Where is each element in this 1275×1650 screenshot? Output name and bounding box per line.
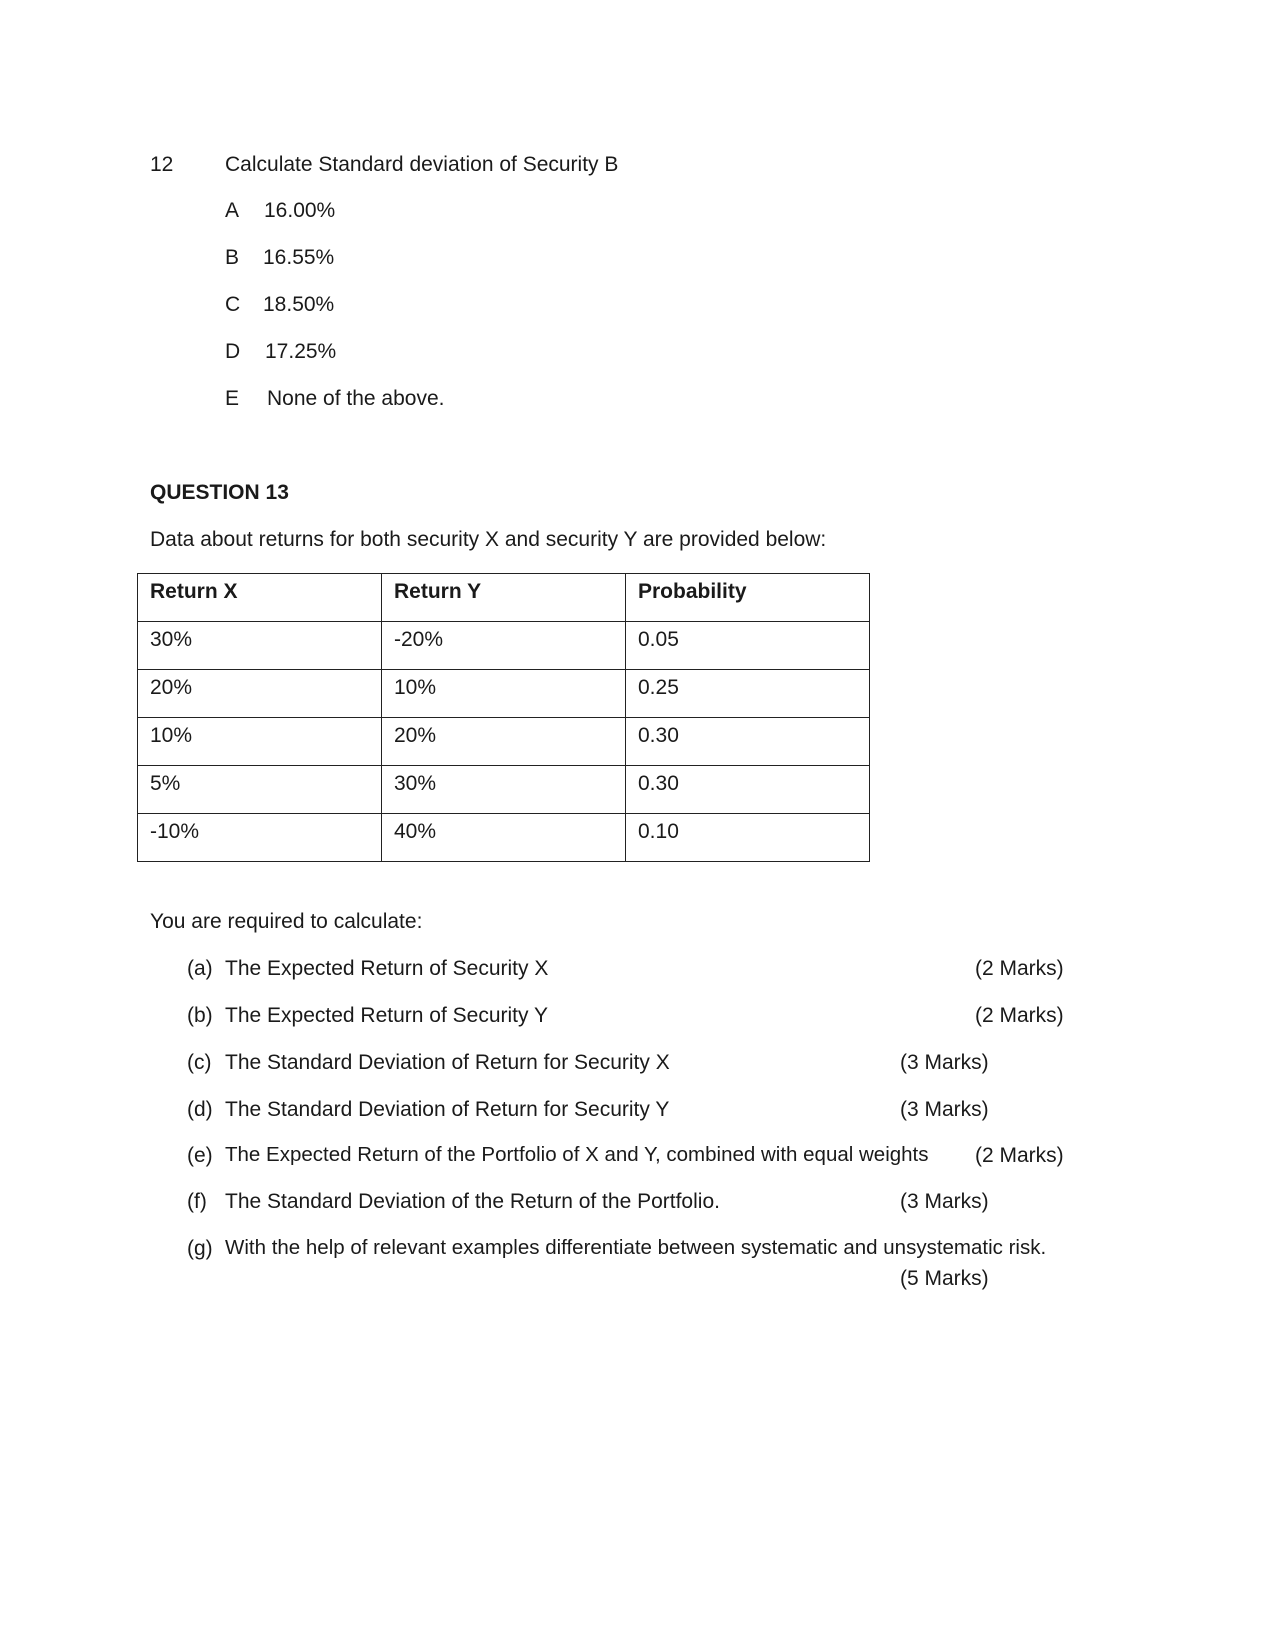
table-row <box>138 718 870 766</box>
part-marks-e: (2 Marks) <box>975 1144 1064 1167</box>
table-row <box>138 622 870 670</box>
part-marks-f: (3 Marks) <box>900 1190 989 1213</box>
table-cell: 30% <box>382 766 626 814</box>
table-row <box>138 814 870 862</box>
option-text-a: 16.00% <box>264 199 336 222</box>
part-label-c: (c) <box>187 1051 212 1074</box>
part-label-e: (e) <box>187 1144 213 1167</box>
part-text-a: The Expected Return of Security X <box>225 957 549 980</box>
option-letter-e: E <box>225 387 240 410</box>
table-cell: 10% <box>138 718 382 766</box>
column-header-probability: Probability <box>626 574 870 622</box>
part-text-g: With the help of relevant examples differentiate between systematic and unsystematic risk. <box>225 1236 1047 1259</box>
part-text-b: The Expected Return of Security Y <box>225 1004 548 1027</box>
table-row <box>138 766 870 814</box>
table-cell: 0.30 <box>626 766 870 814</box>
table-cell: -10% <box>138 814 382 862</box>
option-letter-a: A <box>225 199 240 222</box>
question-heading: QUESTION 13 <box>150 481 289 504</box>
table-cell: -20% <box>382 622 626 670</box>
table-cell: 0.25 <box>626 670 870 718</box>
part-marks-d: (3 Marks) <box>900 1098 989 1121</box>
table-cell: 10% <box>382 670 626 718</box>
part-marks-b: (2 Marks) <box>975 1004 1064 1027</box>
part-text-f: The Standard Deviation of the Return of the Portfolio. <box>225 1190 720 1213</box>
option-text-c: 18.50% <box>263 293 335 316</box>
question-prompt: Calculate Standard deviation of Security B <box>225 153 619 176</box>
option-text-e: None of the above. <box>267 387 445 410</box>
part-text-e: The Expected Return of the Portfolio of X and Y, combined with equal weights <box>225 1143 929 1166</box>
table-cell: 0.05 <box>626 622 870 670</box>
option-letter-d: D <box>225 340 241 363</box>
part-label-g: (g) <box>187 1237 213 1260</box>
table-cell: 20% <box>138 670 382 718</box>
table-cell: 40% <box>382 814 626 862</box>
part-marks-a: (2 Marks) <box>975 957 1064 980</box>
part-text-c: The Standard Deviation of Return for Security X <box>225 1051 670 1074</box>
option-text-d: 17.25% <box>265 340 337 363</box>
column-header-return-x: Return X <box>138 574 382 622</box>
part-marks-g: (5 Marks) <box>900 1267 989 1290</box>
part-label-f: (f) <box>187 1190 207 1213</box>
column-header-return-y: Return Y <box>382 574 626 622</box>
option-text-b: 16.55% <box>263 246 335 269</box>
table-cell: 0.30 <box>626 718 870 766</box>
table-header-row <box>138 574 870 622</box>
table-cell: 20% <box>382 718 626 766</box>
part-label-b: (b) <box>187 1004 213 1027</box>
part-label-d: (d) <box>187 1098 213 1121</box>
table-row <box>138 670 870 718</box>
table-cell: 0.10 <box>626 814 870 862</box>
returns-table <box>137 573 870 862</box>
question-intro: Data about returns for both security X and security Y are provided below: <box>150 528 827 551</box>
part-label-a: (a) <box>187 957 213 980</box>
option-letter-b: B <box>225 246 240 269</box>
part-marks-c: (3 Marks) <box>900 1051 989 1074</box>
required-text: You are required to calculate: <box>150 910 423 933</box>
part-text-d: The Standard Deviation of Return for Security Y <box>225 1098 670 1121</box>
table-cell: 30% <box>138 622 382 670</box>
table-cell: 5% <box>138 766 382 814</box>
question-number: 12 <box>150 153 174 176</box>
option-letter-c: C <box>225 293 241 316</box>
